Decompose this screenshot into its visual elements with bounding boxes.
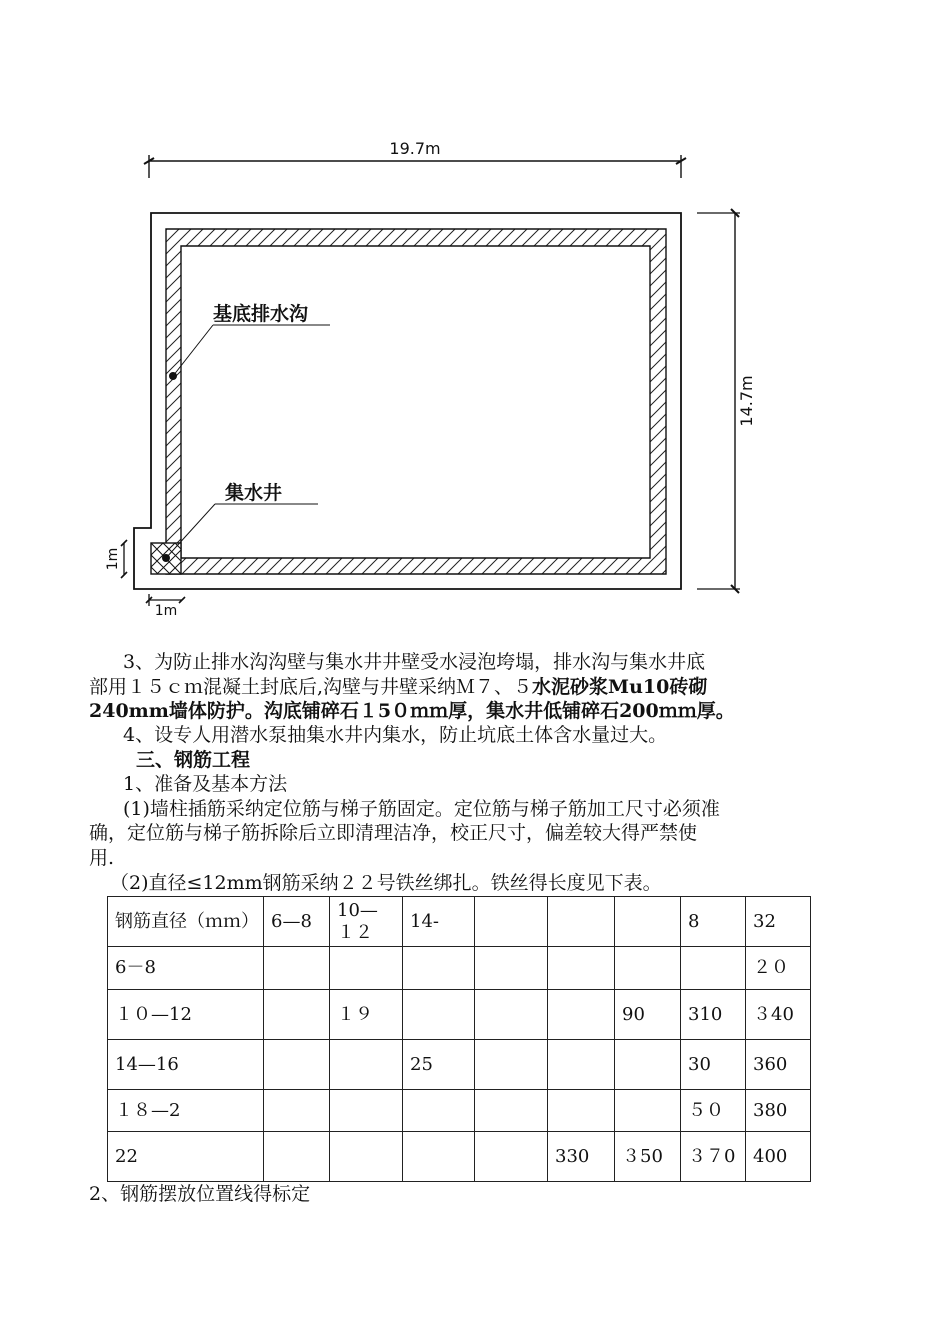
- table-cell: [548, 1040, 615, 1090]
- table-cell: [615, 897, 681, 947]
- table-cell: [615, 1040, 681, 1090]
- trench-leader: [169, 302, 330, 380]
- sump-height-dimension: [105, 540, 127, 578]
- table-cell: [475, 947, 548, 990]
- table-cell: [475, 897, 548, 947]
- table-row: [108, 1132, 811, 1182]
- paragraph-3-line-3: 240mm墙体防护。沟底铺碎石１5０ｍｍ厚，集水井低铺碎石200ｍｍ厚。: [89, 700, 735, 722]
- table-cell: [475, 1040, 548, 1090]
- table-cell: 90: [615, 990, 681, 1040]
- table-cell: 6—8: [264, 897, 330, 947]
- table-cell: 400: [746, 1132, 811, 1182]
- paragraph-3-line-2b: 水泥砂浆Mu10砖砌: [532, 676, 708, 698]
- table-cell: [264, 1132, 330, 1182]
- table-row: [108, 1040, 811, 1090]
- table-cell: 380: [746, 1090, 811, 1132]
- table-cell: [264, 990, 330, 1040]
- table-cell: [264, 1090, 330, 1132]
- table-cell: [403, 990, 475, 1040]
- table-cell: 10—１２: [330, 897, 403, 947]
- sump-width-label: 1m: [154, 603, 178, 619]
- paragraph-3-line-2a: 部用１５ｃｍ混凝土封底后,沟壁与井壁采纳Ｍ７、５: [89, 676, 533, 698]
- width-dimension: [144, 139, 686, 178]
- trench-label: 基底排水沟: [213, 303, 309, 325]
- subsection-1-1-line-3: 用.: [89, 847, 115, 869]
- table-row-header-cell: 钢筋直径（ｍｍ）: [108, 897, 264, 947]
- table-cell: 330: [548, 1132, 615, 1182]
- table-cell: １９: [330, 990, 403, 1040]
- table-cell: 310: [681, 990, 746, 1040]
- table-row-header-cell: １８—2: [108, 1090, 264, 1132]
- pit-outline: [134, 213, 681, 589]
- table-cell: [330, 1132, 403, 1182]
- table-cell: ２０: [746, 947, 811, 990]
- table-row: [108, 1090, 811, 1132]
- subsection-2: 2、钢筋摆放位置线得标定: [89, 1183, 311, 1205]
- table-cell: [403, 1090, 475, 1132]
- table-cell: 32: [746, 897, 811, 947]
- table-cell: [403, 947, 475, 990]
- foundation-plan-drawing: [0, 0, 950, 640]
- sump-height-label: 1m: [105, 547, 121, 571]
- table-cell: [330, 1090, 403, 1132]
- table-cell: [475, 1132, 548, 1182]
- subsection-1-1-line-2: 确，定位筋与梯子筋拆除后立即清理洁净，校正尺寸，偏差较大得严禁使: [89, 822, 698, 844]
- table-cell: [264, 1040, 330, 1090]
- table-cell: [475, 1090, 548, 1132]
- drainage-trench: [166, 229, 666, 574]
- table-cell: [615, 947, 681, 990]
- table-cell: [548, 897, 615, 947]
- table-cell: 8: [681, 897, 746, 947]
- subsection-1: 1、准备及基本方法: [123, 773, 288, 795]
- paragraph-3-line-1: 3、为防止排水沟沟壁与集水井井壁受水浸泡垮塌，排水沟与集水井底: [123, 651, 706, 673]
- paragraph-4: 4、设专人用潜水泵抽集水井内集水，防止坑底土体含水量过大。: [123, 724, 668, 746]
- table-row: [108, 897, 811, 947]
- table-cell: 25: [403, 1040, 475, 1090]
- table-cell: [548, 947, 615, 990]
- sump-leader: [162, 481, 318, 562]
- table-cell: [548, 990, 615, 1040]
- height-dimension: [697, 209, 756, 593]
- table-cell: 360: [746, 1040, 811, 1090]
- table-row-header-cell: １０—12: [108, 990, 264, 1040]
- table-row-header-cell: 6－8: [108, 947, 264, 990]
- table-cell: [475, 990, 548, 1040]
- table-row: [108, 947, 811, 990]
- table-cell: ３50: [615, 1132, 681, 1182]
- wire-length-table: [107, 896, 811, 1182]
- table-cell: [681, 947, 746, 990]
- height-dimension-label: 14.7m: [737, 375, 756, 427]
- table-cell: 14-: [403, 897, 475, 947]
- table-cell: ５０: [681, 1090, 746, 1132]
- table-cell: [403, 1132, 475, 1182]
- table-cell: [330, 1040, 403, 1090]
- table-row-header-cell: 22: [108, 1132, 264, 1182]
- table-row: [108, 990, 811, 1040]
- table-cell: [264, 947, 330, 990]
- subsection-1-2: （2)直径≤12mm钢筋采纳２２号铁丝绑扎。铁丝得长度见下表。: [110, 872, 662, 894]
- table-cell: ３40: [746, 990, 811, 1040]
- table-cell: ３７0: [681, 1132, 746, 1182]
- section-3-title: 三、钢筋工程: [136, 749, 251, 771]
- table-cell: [330, 947, 403, 990]
- table-row-header-cell: 14—16: [108, 1040, 264, 1090]
- table-cell: [615, 1090, 681, 1132]
- sump-width-dimension: [146, 594, 185, 619]
- subsection-1-1-line-1: (1)墙柱插筋采纳定位筋与梯子筋固定。定位筋与梯子筋加工尺寸必须准: [123, 798, 720, 820]
- sump-label: 集水井: [225, 482, 283, 504]
- table-cell: [548, 1090, 615, 1132]
- paragraph-3-line-2: [89, 675, 707, 700]
- table-cell: 30: [681, 1040, 746, 1090]
- width-dimension-label: 19.7m: [389, 139, 441, 158]
